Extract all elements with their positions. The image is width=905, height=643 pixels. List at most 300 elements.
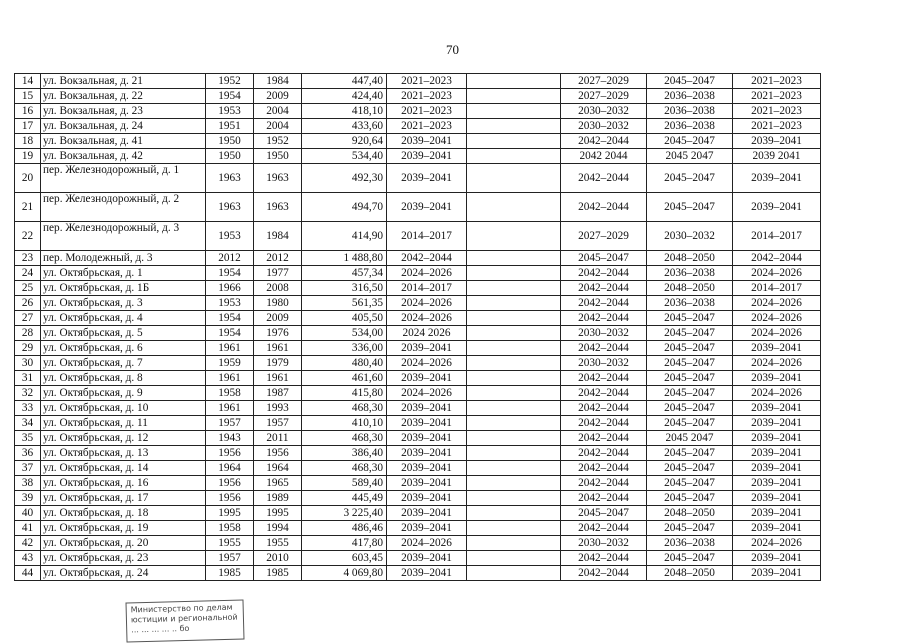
period-2-cell bbox=[467, 149, 561, 164]
table-row bbox=[15, 371, 821, 386]
row-number: 23 bbox=[15, 251, 41, 266]
table-row bbox=[15, 521, 821, 536]
period-3-cell: 2042–2044 bbox=[561, 446, 647, 461]
period-4-cell: 2045–2047 bbox=[647, 551, 733, 566]
year-repair-cell: 2010 bbox=[254, 551, 302, 566]
year-built-cell: 1956 bbox=[206, 446, 254, 461]
table-row bbox=[15, 104, 821, 119]
address-cell: ул. Вокзальная, д. 42 bbox=[41, 149, 206, 164]
period-2-cell bbox=[467, 536, 561, 551]
period-3-cell: 2030–2032 bbox=[561, 119, 647, 134]
year-built-cell: 1963 bbox=[206, 193, 254, 222]
year-built-cell: 1964 bbox=[206, 461, 254, 476]
area-cell: 534,00 bbox=[302, 326, 387, 341]
period-2-cell bbox=[467, 356, 561, 371]
year-repair-cell: 1980 bbox=[254, 296, 302, 311]
area-cell: 480,40 bbox=[302, 356, 387, 371]
period-5-cell: 2039–2041 bbox=[733, 551, 821, 566]
address-cell: ул. Октябрьская, д. 7 bbox=[41, 356, 206, 371]
period-3-cell: 2042–2044 bbox=[561, 431, 647, 446]
table-row bbox=[15, 461, 821, 476]
table-row bbox=[15, 134, 821, 149]
period-3-cell: 2042 2044 bbox=[561, 149, 647, 164]
period-4-cell: 2045–2047 bbox=[647, 476, 733, 491]
row-number: 39 bbox=[15, 491, 41, 506]
period-3-cell: 2030–2032 bbox=[561, 356, 647, 371]
year-built-cell: 1955 bbox=[206, 536, 254, 551]
year-repair-cell: 1964 bbox=[254, 461, 302, 476]
address-cell: пер. Молодежный, д. 3 bbox=[41, 251, 206, 266]
period-5-cell: 2024–2026 bbox=[733, 536, 821, 551]
year-repair-cell: 2004 bbox=[254, 104, 302, 119]
period-1-cell: 2039–2041 bbox=[387, 431, 467, 446]
row-number: 18 bbox=[15, 134, 41, 149]
address-cell: ул. Октябрьская, д. 10 bbox=[41, 401, 206, 416]
period-5-cell: 2039–2041 bbox=[733, 134, 821, 149]
area-cell: 492,30 bbox=[302, 164, 387, 193]
period-1-cell: 2039–2041 bbox=[387, 416, 467, 431]
area-cell: 468,30 bbox=[302, 401, 387, 416]
table-row bbox=[15, 566, 821, 581]
row-number: 44 bbox=[15, 566, 41, 581]
period-1-cell: 2014–2017 bbox=[387, 281, 467, 296]
year-repair-cell: 1984 bbox=[254, 74, 302, 89]
period-3-cell: 2042–2044 bbox=[561, 296, 647, 311]
year-repair-cell: 2009 bbox=[254, 311, 302, 326]
row-number: 33 bbox=[15, 401, 41, 416]
period-2-cell bbox=[467, 251, 561, 266]
area-cell: 534,40 bbox=[302, 149, 387, 164]
area-cell: 603,45 bbox=[302, 551, 387, 566]
period-4-cell: 2045–2047 bbox=[647, 193, 733, 222]
address-cell: ул. Октябрьская, д. 1 bbox=[41, 266, 206, 281]
area-cell: 468,30 bbox=[302, 431, 387, 446]
address-cell: ул. Октябрьская, д. 19 bbox=[41, 521, 206, 536]
period-5-cell: 2039–2041 bbox=[733, 461, 821, 476]
period-2-cell bbox=[467, 266, 561, 281]
period-5-cell: 2039–2041 bbox=[733, 446, 821, 461]
area-cell: 589,40 bbox=[302, 476, 387, 491]
address-cell: ул. Октябрьская, д. 14 bbox=[41, 461, 206, 476]
period-2-cell bbox=[467, 311, 561, 326]
period-1-cell: 2039–2041 bbox=[387, 164, 467, 193]
table-row bbox=[15, 506, 821, 521]
year-built-cell: 1953 bbox=[206, 222, 254, 251]
address-cell: ул. Октябрьская, д. 16 bbox=[41, 476, 206, 491]
period-1-cell: 2024–2026 bbox=[387, 536, 467, 551]
row-number: 15 bbox=[15, 89, 41, 104]
table-row bbox=[15, 341, 821, 356]
row-number: 30 bbox=[15, 356, 41, 371]
table-row bbox=[15, 89, 821, 104]
period-3-cell: 2042–2044 bbox=[561, 476, 647, 491]
row-number: 24 bbox=[15, 266, 41, 281]
table-row bbox=[15, 356, 821, 371]
period-4-cell: 2045–2047 bbox=[647, 164, 733, 193]
year-built-cell: 1952 bbox=[206, 74, 254, 89]
period-3-cell: 2042–2044 bbox=[561, 266, 647, 281]
area-cell: 418,10 bbox=[302, 104, 387, 119]
year-repair-cell: 1961 bbox=[254, 371, 302, 386]
table-row bbox=[15, 536, 821, 551]
period-1-cell: 2021–2023 bbox=[387, 119, 467, 134]
period-1-cell: 2039–2041 bbox=[387, 401, 467, 416]
table-row bbox=[15, 164, 821, 193]
year-built-cell: 1951 bbox=[206, 119, 254, 134]
period-1-cell: 2039–2041 bbox=[387, 551, 467, 566]
period-4-cell: 2045–2047 bbox=[647, 416, 733, 431]
period-3-cell: 2042–2044 bbox=[561, 311, 647, 326]
row-number: 36 bbox=[15, 446, 41, 461]
stamp-line-3: ... ... ... ... .. бо bbox=[131, 623, 190, 635]
year-repair-cell: 2008 bbox=[254, 281, 302, 296]
address-cell: ул. Вокзальная, д. 21 bbox=[41, 74, 206, 89]
period-3-cell: 2027–2029 bbox=[561, 222, 647, 251]
period-3-cell: 2027–2029 bbox=[561, 74, 647, 89]
address-cell: ул. Октябрьская, д. 20 bbox=[41, 536, 206, 551]
period-2-cell bbox=[467, 371, 561, 386]
row-number: 14 bbox=[15, 74, 41, 89]
address-cell: ул. Вокзальная, д. 41 bbox=[41, 134, 206, 149]
period-2-cell bbox=[467, 461, 561, 476]
area-cell: 486,46 bbox=[302, 521, 387, 536]
row-number: 34 bbox=[15, 416, 41, 431]
year-repair-cell: 1994 bbox=[254, 521, 302, 536]
row-number: 32 bbox=[15, 386, 41, 401]
row-number: 41 bbox=[15, 521, 41, 536]
period-5-cell: 2039–2041 bbox=[733, 401, 821, 416]
address-cell: ул. Октябрьская, д. 17 bbox=[41, 491, 206, 506]
period-1-cell: 2039–2041 bbox=[387, 506, 467, 521]
area-cell: 417,80 bbox=[302, 536, 387, 551]
period-3-cell: 2027–2029 bbox=[561, 89, 647, 104]
year-built-cell: 1956 bbox=[206, 491, 254, 506]
period-3-cell: 2045–2047 bbox=[561, 251, 647, 266]
year-built-cell: 2012 bbox=[206, 251, 254, 266]
year-built-cell: 1995 bbox=[206, 506, 254, 521]
table-row bbox=[15, 551, 821, 566]
period-4-cell: 2045 2047 bbox=[647, 149, 733, 164]
year-built-cell: 1959 bbox=[206, 356, 254, 371]
period-4-cell: 2048–2050 bbox=[647, 506, 733, 521]
period-1-cell: 2024–2026 bbox=[387, 311, 467, 326]
year-repair-cell: 2009 bbox=[254, 89, 302, 104]
row-number: 31 bbox=[15, 371, 41, 386]
period-5-cell: 2024–2026 bbox=[733, 356, 821, 371]
period-5-cell: 2039 2041 bbox=[733, 149, 821, 164]
table-row bbox=[15, 251, 821, 266]
table-row bbox=[15, 119, 821, 134]
address-cell: пер. Железнодорожный, д. 2 bbox=[41, 193, 206, 222]
period-4-cell: 2036–2038 bbox=[647, 104, 733, 119]
period-1-cell: 2021–2023 bbox=[387, 89, 467, 104]
address-cell: ул. Октябрьская, д. 5 bbox=[41, 326, 206, 341]
period-2-cell bbox=[467, 446, 561, 461]
area-cell: 461,60 bbox=[302, 371, 387, 386]
year-repair-cell: 1987 bbox=[254, 386, 302, 401]
address-cell: ул. Вокзальная, д. 23 bbox=[41, 104, 206, 119]
period-5-cell: 2021–2023 bbox=[733, 119, 821, 134]
period-2-cell bbox=[467, 164, 561, 193]
year-built-cell: 1966 bbox=[206, 281, 254, 296]
area-cell: 468,30 bbox=[302, 461, 387, 476]
period-5-cell: 2039–2041 bbox=[733, 371, 821, 386]
period-2-cell bbox=[467, 401, 561, 416]
year-built-cell: 1954 bbox=[206, 326, 254, 341]
year-built-cell: 1950 bbox=[206, 134, 254, 149]
address-cell: ул. Вокзальная, д. 24 bbox=[41, 119, 206, 134]
table-row bbox=[15, 281, 821, 296]
table-row bbox=[15, 401, 821, 416]
area-cell: 4 069,80 bbox=[302, 566, 387, 581]
address-cell: ул. Октябрьская, д. 11 bbox=[41, 416, 206, 431]
address-cell: ул. Октябрьская, д. 9 bbox=[41, 386, 206, 401]
year-repair-cell: 1984 bbox=[254, 222, 302, 251]
year-repair-cell: 1963 bbox=[254, 193, 302, 222]
period-3-cell: 2030–2032 bbox=[561, 104, 647, 119]
row-number: 25 bbox=[15, 281, 41, 296]
period-2-cell bbox=[467, 74, 561, 89]
row-number: 21 bbox=[15, 193, 41, 222]
area-cell: 1 488,80 bbox=[302, 251, 387, 266]
area-cell: 920,64 bbox=[302, 134, 387, 149]
period-3-cell: 2042–2044 bbox=[561, 193, 647, 222]
period-5-cell: 2039–2041 bbox=[733, 491, 821, 506]
year-repair-cell: 1977 bbox=[254, 266, 302, 281]
ministry-stamp bbox=[125, 599, 244, 642]
address-cell: ул. Октябрьская, д. 24 bbox=[41, 566, 206, 581]
row-number: 20 bbox=[15, 164, 41, 193]
period-3-cell: 2042–2044 bbox=[561, 341, 647, 356]
row-number: 43 bbox=[15, 551, 41, 566]
year-repair-cell: 1963 bbox=[254, 164, 302, 193]
year-repair-cell: 1956 bbox=[254, 446, 302, 461]
table-row bbox=[15, 74, 821, 89]
area-cell: 494,70 bbox=[302, 193, 387, 222]
table-row bbox=[15, 431, 821, 446]
period-4-cell: 2045–2047 bbox=[647, 491, 733, 506]
period-5-cell: 2039–2041 bbox=[733, 566, 821, 581]
table-row bbox=[15, 311, 821, 326]
period-4-cell: 2048–2050 bbox=[647, 566, 733, 581]
year-built-cell: 1954 bbox=[206, 311, 254, 326]
year-repair-cell: 1961 bbox=[254, 341, 302, 356]
period-1-cell: 2021–2023 bbox=[387, 74, 467, 89]
address-cell: ул. Октябрьская, д. 1Б bbox=[41, 281, 206, 296]
row-number: 19 bbox=[15, 149, 41, 164]
year-repair-cell: 1957 bbox=[254, 416, 302, 431]
period-4-cell: 2045–2047 bbox=[647, 74, 733, 89]
address-cell: ул. Октябрьская, д. 8 bbox=[41, 371, 206, 386]
period-4-cell: 2045–2047 bbox=[647, 311, 733, 326]
period-5-cell: 2039–2041 bbox=[733, 431, 821, 446]
period-3-cell: 2042–2044 bbox=[561, 164, 647, 193]
year-repair-cell: 1985 bbox=[254, 566, 302, 581]
year-repair-cell: 2012 bbox=[254, 251, 302, 266]
period-1-cell: 2039–2041 bbox=[387, 521, 467, 536]
area-cell: 405,50 bbox=[302, 311, 387, 326]
period-1-cell: 2039–2041 bbox=[387, 134, 467, 149]
period-2-cell bbox=[467, 566, 561, 581]
period-2-cell bbox=[467, 491, 561, 506]
period-4-cell: 2048–2050 bbox=[647, 281, 733, 296]
row-number: 17 bbox=[15, 119, 41, 134]
area-cell: 415,80 bbox=[302, 386, 387, 401]
period-2-cell bbox=[467, 476, 561, 491]
period-1-cell: 2024–2026 bbox=[387, 296, 467, 311]
period-5-cell: 2014–2017 bbox=[733, 281, 821, 296]
period-4-cell: 2045–2047 bbox=[647, 386, 733, 401]
year-repair-cell: 1995 bbox=[254, 506, 302, 521]
period-3-cell: 2042–2044 bbox=[561, 401, 647, 416]
area-cell: 410,10 bbox=[302, 416, 387, 431]
period-1-cell: 2039–2041 bbox=[387, 149, 467, 164]
year-repair-cell: 1955 bbox=[254, 536, 302, 551]
period-1-cell: 2024–2026 bbox=[387, 266, 467, 281]
table-row bbox=[15, 149, 821, 164]
period-1-cell: 2039–2041 bbox=[387, 446, 467, 461]
period-3-cell: 2042–2044 bbox=[561, 416, 647, 431]
period-1-cell: 2039–2041 bbox=[387, 341, 467, 356]
year-built-cell: 1957 bbox=[206, 416, 254, 431]
period-1-cell: 2039–2041 bbox=[387, 193, 467, 222]
period-4-cell: 2045–2047 bbox=[647, 401, 733, 416]
row-number: 28 bbox=[15, 326, 41, 341]
period-4-cell: 2045–2047 bbox=[647, 341, 733, 356]
year-repair-cell: 1952 bbox=[254, 134, 302, 149]
period-2-cell bbox=[467, 89, 561, 104]
year-built-cell: 1958 bbox=[206, 521, 254, 536]
period-2-cell bbox=[467, 193, 561, 222]
area-cell: 316,50 bbox=[302, 281, 387, 296]
year-repair-cell: 2011 bbox=[254, 431, 302, 446]
period-4-cell: 2045–2047 bbox=[647, 134, 733, 149]
period-4-cell: 2045–2047 bbox=[647, 371, 733, 386]
year-built-cell: 1958 bbox=[206, 386, 254, 401]
address-cell: ул. Октябрьская, д. 12 bbox=[41, 431, 206, 446]
period-3-cell: 2042–2044 bbox=[561, 551, 647, 566]
period-3-cell: 2042–2044 bbox=[561, 461, 647, 476]
row-number: 38 bbox=[15, 476, 41, 491]
year-built-cell: 1961 bbox=[206, 371, 254, 386]
year-repair-cell: 1993 bbox=[254, 401, 302, 416]
period-5-cell: 2039–2041 bbox=[733, 164, 821, 193]
year-repair-cell: 2004 bbox=[254, 119, 302, 134]
period-1-cell: 2021–2023 bbox=[387, 104, 467, 119]
period-5-cell: 2024–2026 bbox=[733, 296, 821, 311]
area-cell: 433,60 bbox=[302, 119, 387, 134]
period-1-cell: 2042–2044 bbox=[387, 251, 467, 266]
period-3-cell: 2042–2044 bbox=[561, 566, 647, 581]
period-2-cell bbox=[467, 281, 561, 296]
period-5-cell: 2042–2044 bbox=[733, 251, 821, 266]
year-repair-cell: 1976 bbox=[254, 326, 302, 341]
table-row bbox=[15, 386, 821, 401]
period-5-cell: 2021–2023 bbox=[733, 89, 821, 104]
period-5-cell: 2014–2017 bbox=[733, 222, 821, 251]
period-4-cell: 2045 2047 bbox=[647, 431, 733, 446]
period-3-cell: 2042–2044 bbox=[561, 521, 647, 536]
year-built-cell: 1943 bbox=[206, 431, 254, 446]
address-cell: ул. Октябрьская, д. 6 bbox=[41, 341, 206, 356]
table-row bbox=[15, 193, 821, 222]
row-number: 37 bbox=[15, 461, 41, 476]
year-repair-cell: 1979 bbox=[254, 356, 302, 371]
table-row bbox=[15, 326, 821, 341]
period-4-cell: 2036–2038 bbox=[647, 296, 733, 311]
period-2-cell bbox=[467, 506, 561, 521]
period-3-cell: 2042–2044 bbox=[561, 281, 647, 296]
period-4-cell: 2045–2047 bbox=[647, 521, 733, 536]
period-4-cell: 2045–2047 bbox=[647, 326, 733, 341]
period-2-cell bbox=[467, 134, 561, 149]
period-5-cell: 2039–2041 bbox=[733, 521, 821, 536]
period-2-cell bbox=[467, 551, 561, 566]
area-cell: 3 225,40 bbox=[302, 506, 387, 521]
year-built-cell: 1961 bbox=[206, 401, 254, 416]
row-number: 27 bbox=[15, 311, 41, 326]
period-3-cell: 2042–2044 bbox=[561, 134, 647, 149]
period-5-cell: 2021–2023 bbox=[733, 74, 821, 89]
period-5-cell: 2039–2041 bbox=[733, 476, 821, 491]
table-row bbox=[15, 222, 821, 251]
period-4-cell: 2036–2038 bbox=[647, 89, 733, 104]
year-built-cell: 1956 bbox=[206, 476, 254, 491]
year-repair-cell: 1989 bbox=[254, 491, 302, 506]
stamp-line-2: юстиции и региональной bbox=[130, 612, 238, 625]
year-built-cell: 1953 bbox=[206, 104, 254, 119]
period-1-cell: 2039–2041 bbox=[387, 371, 467, 386]
period-5-cell: 2039–2041 bbox=[733, 506, 821, 521]
period-4-cell: 2048–2050 bbox=[647, 251, 733, 266]
year-repair-cell: 1965 bbox=[254, 476, 302, 491]
area-cell: 386,40 bbox=[302, 446, 387, 461]
period-1-cell: 2024 2026 bbox=[387, 326, 467, 341]
period-3-cell: 2042–2044 bbox=[561, 386, 647, 401]
address-cell: пер. Железнодорожный, д. 1 bbox=[41, 164, 206, 193]
period-4-cell: 2030–2032 bbox=[647, 222, 733, 251]
address-cell: ул. Октябрьская, д. 23 bbox=[41, 551, 206, 566]
housing-table bbox=[14, 73, 821, 581]
year-built-cell: 1957 bbox=[206, 551, 254, 566]
period-4-cell: 2036–2038 bbox=[647, 536, 733, 551]
row-number: 26 bbox=[15, 296, 41, 311]
row-number: 16 bbox=[15, 104, 41, 119]
table-row bbox=[15, 416, 821, 431]
area-cell: 457,34 bbox=[302, 266, 387, 281]
period-5-cell: 2024–2026 bbox=[733, 311, 821, 326]
address-cell: ул. Октябрьская, д. 4 bbox=[41, 311, 206, 326]
area-cell: 336,00 bbox=[302, 341, 387, 356]
period-2-cell bbox=[467, 521, 561, 536]
period-2-cell bbox=[467, 119, 561, 134]
address-cell: ул. Октябрьская, д. 3 bbox=[41, 296, 206, 311]
row-number: 22 bbox=[15, 222, 41, 251]
table-row bbox=[15, 476, 821, 491]
period-5-cell: 2024–2026 bbox=[733, 386, 821, 401]
period-2-cell bbox=[467, 341, 561, 356]
period-1-cell: 2039–2041 bbox=[387, 566, 467, 581]
year-built-cell: 1953 bbox=[206, 296, 254, 311]
period-5-cell: 2039–2041 bbox=[733, 341, 821, 356]
period-2-cell bbox=[467, 326, 561, 341]
area-cell: 561,35 bbox=[302, 296, 387, 311]
year-built-cell: 1961 bbox=[206, 341, 254, 356]
period-1-cell: 2014–2017 bbox=[387, 222, 467, 251]
area-cell: 424,40 bbox=[302, 89, 387, 104]
row-number: 29 bbox=[15, 341, 41, 356]
area-cell: 445,49 bbox=[302, 491, 387, 506]
